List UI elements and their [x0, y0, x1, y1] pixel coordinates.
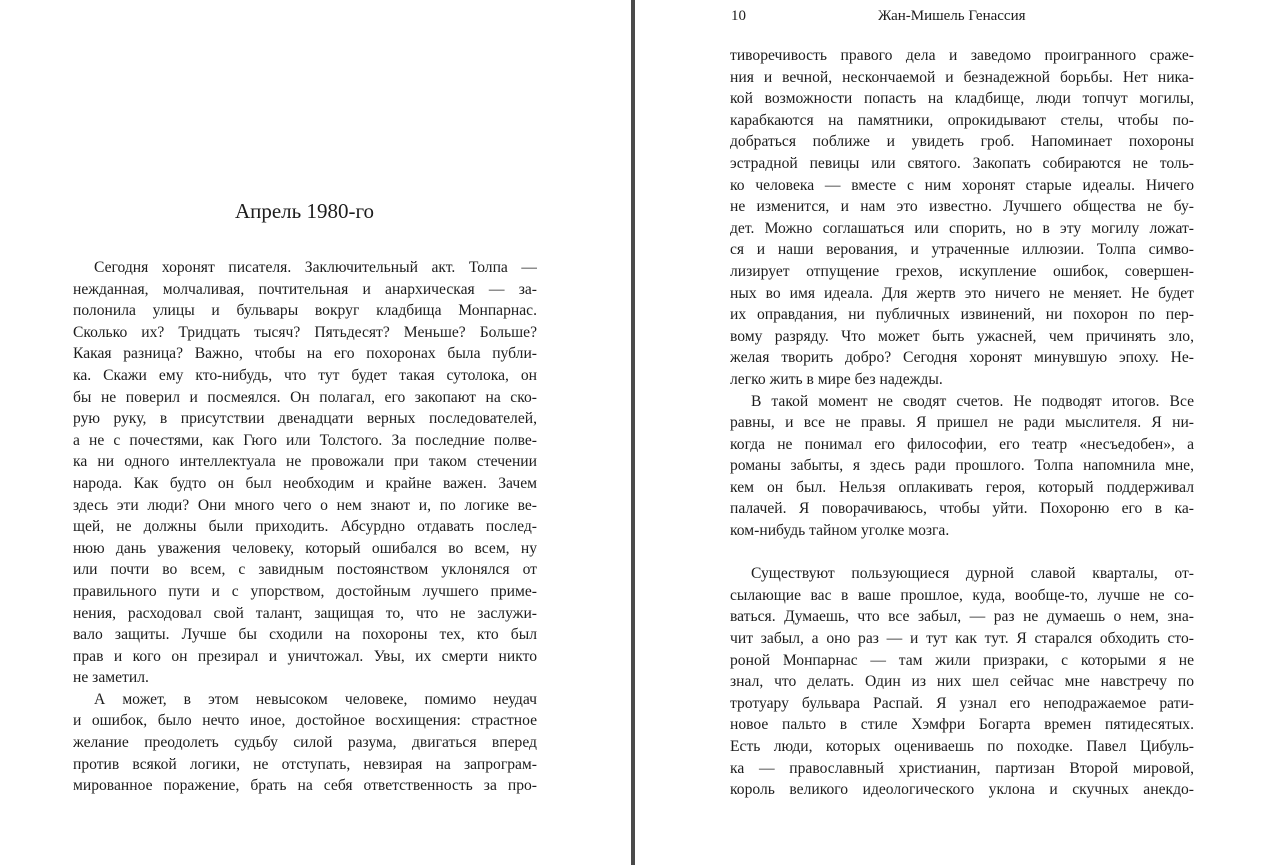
text-line: ния и вечной, нескончаемой и безнадежной борьбы. Нет ника- — [730, 68, 1194, 86]
text-line: В такой момент не сводят счетов. Не подводят итогов. Все — [751, 392, 1194, 410]
text-line: тиворечивость правого дела и заведомо проигранного сраже- — [730, 47, 1194, 64]
text-line: Какая разница? Важно, чтобы на его похоронах была публи- — [73, 345, 537, 363]
running-header — [731, 5, 1163, 27]
text-line: мированное поражение, брать на себя ответственность за про- — [73, 777, 537, 795]
text-line: ком-нибудь тайном уголке мозга. — [730, 522, 950, 540]
text-line: Есть люди, которых оцениваешь по походке. Павел Цибуль- — [730, 738, 1194, 755]
text-line: вало защиты. Лучше бы сходили на похороны тех, кто был — [73, 626, 537, 644]
text-line: карабкаются на памятники, опрокидывают стелы, чтобы по- — [730, 111, 1194, 129]
text-line: равны, и все не правы. Я пришел не ради мыслителя. Я ни- — [730, 414, 1194, 432]
text-line: король великого идеологического уклона и скучных анекдо- — [730, 781, 1194, 799]
text-line: их оправдания, ни публичных извинений, ни похорон по пер- — [730, 306, 1194, 324]
text-line: или почти во всем, с завидным постоянством уклонялся от — [73, 561, 537, 579]
text-line: романы забыты, я здесь ради прошлого. Толпа напомнила мне, — [730, 457, 1194, 475]
text-line: Сегодня хоронят писателя. Заключительный акт. Толпа — — [94, 259, 537, 276]
text-line: роной Монпарнас — там жили призраки, с которыми я не — [730, 651, 1194, 669]
text-line: рую руку, в присутствии двенадцати верных последователей, — [73, 410, 537, 428]
text-line: ка — православный христианин, партизан Второй мировой, — [730, 759, 1194, 777]
text-line: ка ни одного интеллектуала не провожали при таком стечении — [73, 453, 537, 471]
text-line: дет. Можно соглашаться или спорить, но в эту могилу ложат- — [730, 219, 1194, 237]
text-line: ко человека — вместе с ним хоронят старые идеалы. Ничего — [730, 176, 1194, 194]
text-line: кем он был. Нельзя оплакивать героя, который поддерживал — [730, 478, 1194, 496]
text-line: не изменится, и нам это известно. Лучшего общества не бу- — [730, 198, 1194, 216]
text-line: легко жить в мире без надежды. — [730, 370, 943, 388]
text-line: здесь эти люди? Они много чего о нем знают и, по логике ве- — [73, 496, 537, 514]
text-line: чит забыл, а оно раз — и тут как тут. Я старался обходить сто- — [730, 630, 1194, 648]
text-line: желая творить добро? Сегодня хоронят минувшую эпоху. Не- — [730, 349, 1194, 367]
text-line: добраться поближе и увидеть гроб. Напоминает похороны — [730, 133, 1194, 151]
text-line: прав и кого он презирал и уничтожал. Увы, их смерти никто — [73, 647, 537, 665]
text-line: ка. Скажи ему кто-нибудь, что тут будет такая сутолока, он — [73, 366, 537, 384]
text-line: а не с почестями, как Гюго или Толстого. За последние полве- — [73, 431, 537, 449]
text-line: не заметил. — [73, 669, 149, 687]
left-body-text — [73, 257, 537, 797]
text-line: правильного пути и с упорством, достойным лучшего приме- — [73, 582, 537, 600]
text-line: ных во имя идеала. Для жертв это ничего не меняет. Не будет — [730, 284, 1194, 302]
text-line: и ошибок, было нечто иное, достойное восхищения: страстное — [73, 712, 537, 730]
text-line: бы не поверил и посмеялся. Он полагал, его закопают на ско- — [73, 388, 537, 406]
text-line: против всякой логики, не отступать, невзирая на запрограм- — [73, 755, 537, 773]
text-line: эстрадной певицы или святого. Закопать собираются не толь- — [730, 154, 1194, 172]
text-line: вому разряду. Что может быть ужасней, чем причинять зло, — [730, 327, 1194, 345]
text-line: новое пальто в стиле Хэмфри Богарта времен пятидесятых. — [730, 716, 1194, 734]
running-head-author: Жан-Мишель Генассия — [878, 8, 1026, 24]
text-line: желание преодолеть судьбу силой разума, двигаться вперед — [73, 734, 537, 752]
text-line: нежданная, молчаливая, почтительная и анархическая — за- — [73, 280, 537, 298]
text-line: палачей. Я поворачиваюсь, чтобы уйти. Похороню его в ка- — [730, 500, 1194, 518]
page-number: 10 — [731, 8, 746, 24]
text-line: ваться. Думаешь, что все забыл, — раз не думаешь о нем, зна- — [730, 608, 1194, 626]
text-line: тротуару бульвара Распай. Я узнал его неподражаемое рати- — [730, 694, 1194, 712]
chapter-title: Апрель 1980-го — [234, 199, 375, 223]
right-body-text — [730, 45, 1194, 801]
text-line: знал, что делать. Один из них шел сейчас мне навстречу по — [730, 673, 1194, 691]
text-line: народа. Как будто он был необходим и крайне важен. Зачем — [73, 474, 537, 492]
text-line: когда не понимал его философии, его театр «несъедобен», а — [730, 435, 1194, 453]
text-line: ся и наши верования, и утраченные иллюзии. Толпа симво- — [730, 241, 1194, 259]
text-line: А может, в этом невысоком человеке, помимо неудач — [94, 690, 537, 708]
text-line: щей, не должны были приходить. Абсурдно отдавать послед- — [73, 518, 537, 536]
text-line: Существуют пользующиеся дурной славой кварталы, от- — [751, 565, 1194, 583]
text-line: Сколько их? Тридцать тысяч? Пятьдесят? Меньше? Больше? — [73, 323, 537, 341]
text-line: нения, расходовал свой талант, защищая то, что не заслужи- — [73, 604, 537, 622]
text-line: лизирует отпущение грехов, искупление ошибок, совершен- — [730, 262, 1194, 280]
text-line: кой возможности попасть на кладбище, люди топчут могилы, — [730, 90, 1194, 108]
text-line: полонила улицы и бульвары вокруг кладбища Монпарнас. — [73, 302, 537, 320]
text-line: нюю дань уважения человеку, который ошибался во всем, ну — [73, 539, 537, 557]
text-line: сылающие вас в ваше прошлое, куда, вообще-то, лучше не со- — [730, 586, 1194, 604]
section-break — [730, 542, 1194, 564]
